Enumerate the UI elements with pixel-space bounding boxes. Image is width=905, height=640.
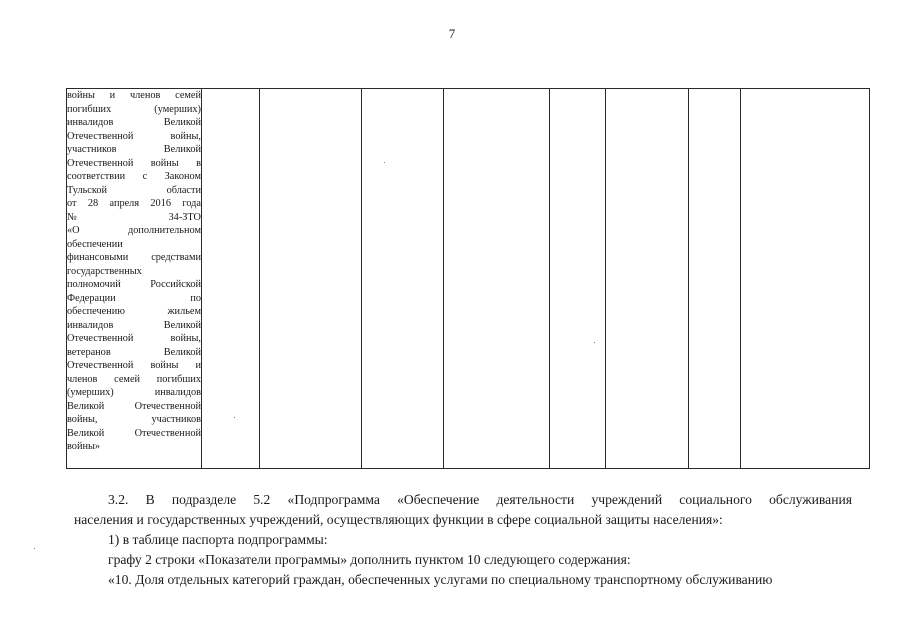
amendment-text bbox=[74, 490, 852, 590]
paragraph-item-1: 1) в таблице паспорта подпрограммы: bbox=[108, 532, 328, 547]
cell-line: обеспечению жильем bbox=[67, 306, 201, 317]
table-cell-empty bbox=[362, 89, 444, 469]
table-cell-empty bbox=[444, 89, 550, 469]
cell-line: войны и членов семей bbox=[67, 90, 201, 101]
table-cell-description bbox=[67, 89, 202, 469]
paragraph-3-2-line-2: населения и государственных учреждений, осуществляющих функции в сфере социальной защиты населения»: bbox=[74, 512, 723, 527]
table-cell-empty bbox=[689, 89, 741, 469]
paragraph-item-10: «10. Доля отдельных категорий граждан, обеспеченных услугами по специальному транспортному обслуживанию bbox=[108, 572, 773, 587]
cell-line: членов семей погибших bbox=[67, 373, 201, 385]
cell-line: инвалидов Великой bbox=[67, 319, 201, 331]
program-table bbox=[66, 88, 870, 469]
table-cell-empty bbox=[550, 89, 606, 469]
cell-line: от 28 апреля 2016 года bbox=[67, 198, 201, 209]
page-number: 7 bbox=[448, 26, 456, 41]
cell-line: соответствии с Законом bbox=[67, 171, 201, 182]
cell-line: Федерации по bbox=[67, 292, 201, 304]
cell-line: погибших (умерших) bbox=[67, 103, 201, 115]
scan-speck bbox=[594, 342, 595, 343]
cell-line: (умерших) инвалидов bbox=[67, 387, 201, 398]
table-row bbox=[67, 89, 870, 469]
table-cell-empty bbox=[202, 89, 260, 469]
paragraph-3-2-line-1: 3.2. В подразделе 5.2 «Подпрограмма «Обеспечение деятельности учреждений социального обслуживания bbox=[108, 492, 852, 507]
cell-line: ветеранов Великой bbox=[67, 346, 201, 358]
cell-line: полномочий Российской bbox=[67, 279, 201, 290]
cell-line: обеспечении bbox=[67, 238, 123, 250]
table-cell-empty bbox=[741, 89, 870, 469]
cell-line: государственных bbox=[67, 265, 142, 277]
cell-line: Великой Отечественной bbox=[67, 427, 201, 439]
cell-line: Великой Отечественной bbox=[67, 400, 201, 412]
cell-text bbox=[67, 89, 201, 454]
cell-line: «О дополнительном bbox=[67, 225, 201, 236]
table-cell-empty bbox=[260, 89, 362, 469]
table-cell-empty bbox=[606, 89, 689, 469]
cell-line: № 34-ЗТО bbox=[67, 211, 201, 223]
cell-line: Отечественной войны, bbox=[67, 333, 201, 344]
cell-line: инвалидов Великой bbox=[67, 117, 201, 128]
cell-line: Отечественной войны, bbox=[67, 130, 201, 142]
cell-line: финансовыми средствами bbox=[67, 252, 201, 263]
cell-line: Тульской области bbox=[67, 184, 201, 196]
cell-line: Отечественной войны и bbox=[67, 360, 201, 371]
cell-line: Отечественной войны в bbox=[67, 157, 201, 169]
scan-speck bbox=[34, 548, 35, 549]
cell-line: войны, участников bbox=[67, 414, 201, 425]
cell-line: войны» bbox=[67, 441, 101, 452]
paragraph-column-2: графу 2 строки «Показатели программы» дополнить пунктом 10 следующего содержания: bbox=[108, 552, 631, 567]
scan-speck bbox=[384, 162, 385, 163]
cell-line: участников Великой bbox=[67, 144, 201, 155]
scan-speck bbox=[234, 417, 235, 418]
